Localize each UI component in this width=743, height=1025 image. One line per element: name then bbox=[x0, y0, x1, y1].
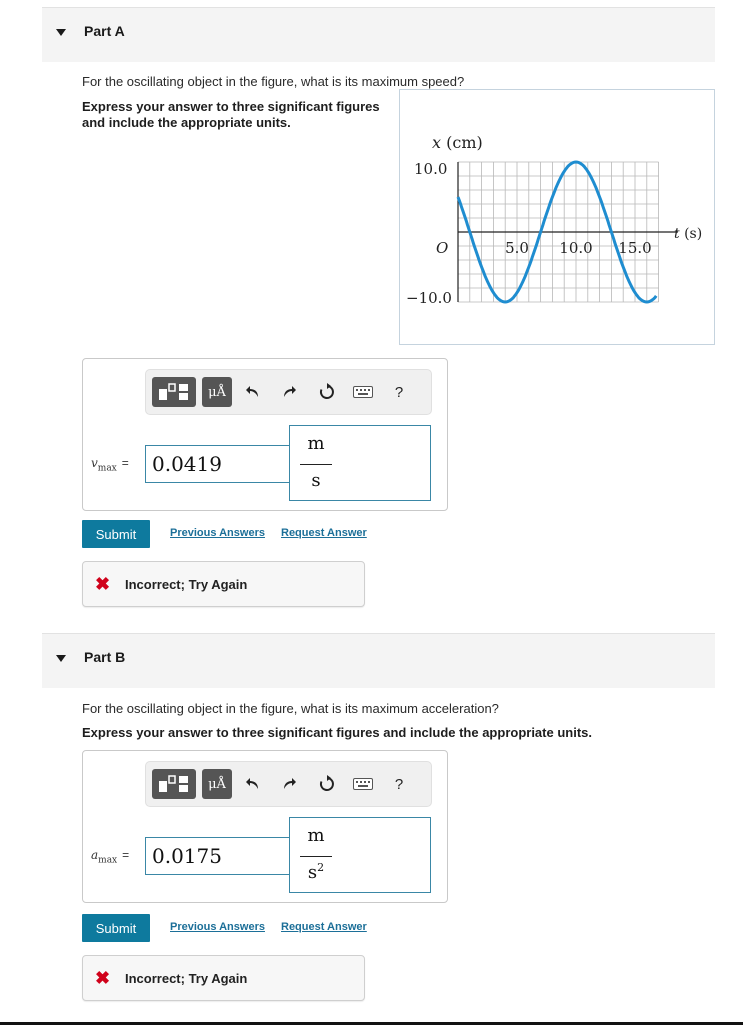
unit-denominator bbox=[302, 861, 330, 883]
y-top-label: 10.0 bbox=[414, 160, 448, 178]
x-tick-label: 15.0 bbox=[618, 239, 652, 257]
value-input[interactable]: 0.0175 bbox=[145, 837, 290, 875]
units-icon[interactable] bbox=[202, 769, 232, 799]
oscillation-figure bbox=[399, 89, 715, 345]
part-a-answer-area bbox=[82, 358, 448, 511]
units-input[interactable] bbox=[289, 425, 431, 501]
reset-icon[interactable] bbox=[312, 377, 342, 407]
variable-symbol: a bbox=[91, 848, 99, 862]
part-a-instruction-1: Express your answer to three significant figures bbox=[82, 99, 380, 114]
unit-denominator-base: s bbox=[311, 470, 321, 491]
keyboard-icon[interactable] bbox=[348, 769, 378, 799]
math-toolbar bbox=[145, 761, 432, 807]
variable-label bbox=[91, 848, 129, 865]
unit-denominator-base: s bbox=[307, 862, 318, 883]
part-b-header[interactable] bbox=[42, 633, 715, 688]
part-b-instruction: Express your answer to three significant figures and include the appropriate units. bbox=[82, 725, 592, 740]
units-label: μÅ bbox=[208, 776, 226, 792]
redo-icon[interactable] bbox=[274, 769, 304, 799]
units-label: μÅ bbox=[208, 384, 226, 400]
feedback-box bbox=[82, 561, 365, 607]
part-a-title: Part A bbox=[84, 23, 125, 39]
value-input[interactable]: 0.0419 bbox=[145, 445, 290, 483]
x-tick-label: 10.0 bbox=[559, 239, 593, 257]
y-bottom-label: −10.0 bbox=[406, 289, 452, 307]
x-tick-labels bbox=[505, 239, 652, 257]
incorrect-x-icon: ✖ bbox=[95, 574, 111, 594]
fraction-bar bbox=[300, 464, 332, 465]
unit-numerator: m bbox=[307, 825, 325, 846]
reset-icon[interactable] bbox=[312, 769, 342, 799]
request-answer-link[interactable]: Request Answer bbox=[281, 527, 367, 539]
units-icon[interactable] bbox=[202, 377, 232, 407]
templates-icon[interactable] bbox=[152, 377, 196, 407]
undo-icon[interactable] bbox=[238, 377, 268, 407]
submit-button[interactable]: Submit bbox=[82, 520, 150, 548]
collapse-caret-icon[interactable] bbox=[56, 29, 66, 36]
help-icon[interactable] bbox=[384, 769, 414, 799]
variable-subscript: max bbox=[97, 463, 117, 474]
y-axis-unit: (cm) bbox=[441, 133, 483, 152]
feedback-text: Incorrect; Try Again bbox=[125, 971, 248, 986]
unit-numerator: m bbox=[307, 433, 325, 454]
redo-icon[interactable] bbox=[274, 377, 304, 407]
incorrect-x-icon: ✖ bbox=[95, 968, 111, 988]
templates-icon[interactable] bbox=[152, 769, 196, 799]
unit-denominator bbox=[302, 469, 330, 491]
y-axis-label: x (cm) bbox=[432, 133, 483, 152]
submit-button[interactable]: Submit bbox=[82, 914, 150, 942]
part-b-answer-area bbox=[82, 750, 448, 903]
math-toolbar bbox=[145, 369, 432, 415]
variable-label bbox=[91, 456, 129, 473]
previous-answers-link[interactable]: Previous Answers bbox=[170, 921, 265, 933]
x-vs-t-graph bbox=[400, 90, 716, 346]
fraction-bar bbox=[300, 856, 332, 857]
help-icon[interactable] bbox=[384, 377, 414, 407]
request-answer-link[interactable]: Request Answer bbox=[281, 921, 367, 933]
keyboard-icon[interactable] bbox=[348, 377, 378, 407]
equals-sign: = bbox=[121, 456, 129, 470]
origin-label: O bbox=[436, 239, 449, 257]
undo-icon[interactable] bbox=[238, 769, 268, 799]
previous-answers-link[interactable]: Previous Answers bbox=[170, 527, 265, 539]
feedback-box bbox=[82, 955, 365, 1001]
equals-sign: = bbox=[122, 848, 130, 862]
feedback-text: Incorrect; Try Again bbox=[125, 577, 248, 592]
unit-denominator-exp: 2 bbox=[317, 861, 325, 874]
help-label: ? bbox=[394, 775, 404, 793]
part-b-title: Part B bbox=[84, 649, 126, 665]
units-input[interactable] bbox=[289, 817, 431, 893]
help-label: ? bbox=[394, 383, 404, 401]
variable-subscript: max bbox=[98, 855, 118, 866]
variable-symbol: v bbox=[91, 456, 98, 470]
part-a-question: For the oscillating object in the figure, what is its maximum speed? bbox=[82, 74, 465, 89]
part-a-instruction-2: and include the appropriate units. bbox=[82, 115, 291, 130]
x-tick-label: 5.0 bbox=[505, 239, 529, 257]
part-a-header[interactable] bbox=[42, 7, 715, 62]
collapse-caret-icon[interactable] bbox=[56, 655, 66, 662]
part-b-question: For the oscillating object in the figure, what is its maximum acceleration? bbox=[82, 701, 499, 716]
x-axis-label: t (s) bbox=[674, 226, 703, 242]
